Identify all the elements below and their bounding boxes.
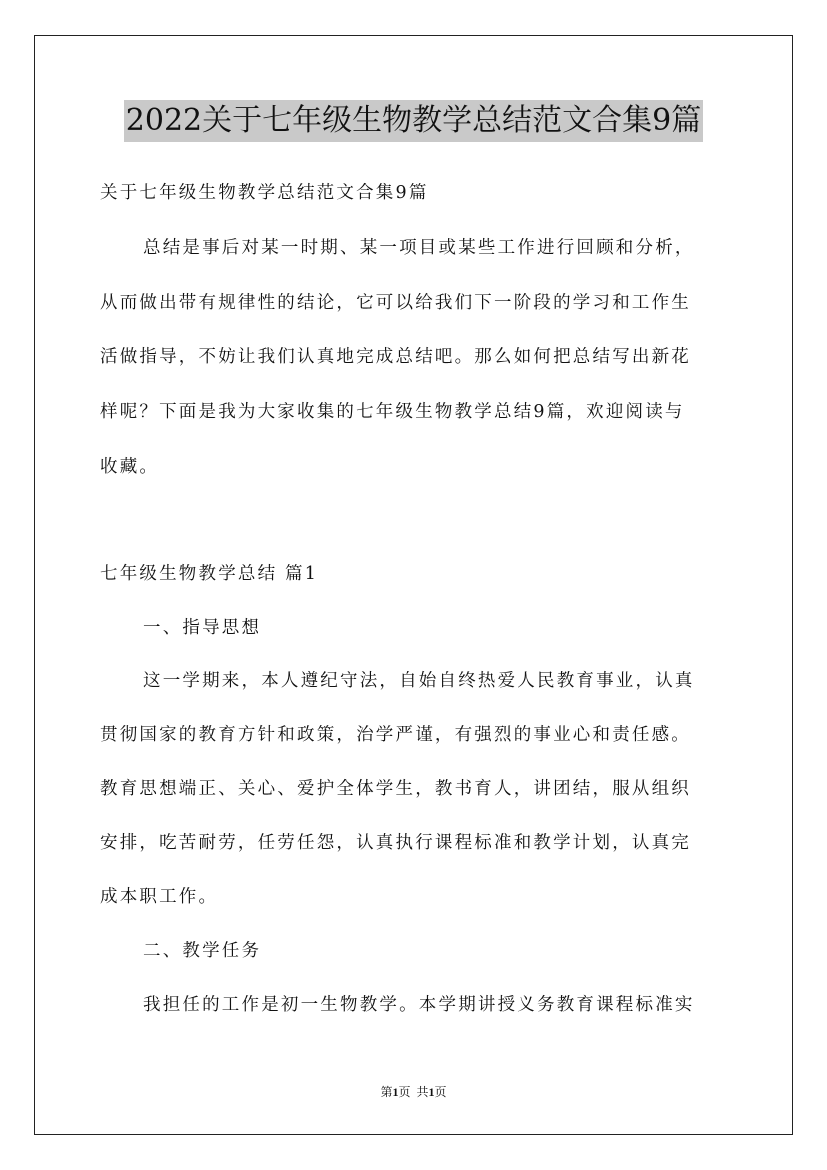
footer-total-prefix: 共 — [416, 1085, 429, 1099]
intro-line: 收藏。 — [100, 457, 160, 477]
section-title: 七年级生物教学总结 篇1 — [100, 564, 319, 584]
total-pages: 1 — [428, 1085, 435, 1099]
subtitle: 关于七年级生物教学总结范文合集9篇 — [100, 183, 429, 203]
section-heading: 二、教学任务 — [143, 941, 262, 961]
intro-line: 总结是事后对某一时期、某一项目或某些工作进行回顾和分析， — [143, 238, 695, 258]
page-number: 1 — [392, 1085, 399, 1099]
footer-page-suffix: 页 — [398, 1085, 411, 1099]
paragraph-line: 我担任的工作是初一生物教学。本学期讲授义务教育课程标准实 — [143, 995, 695, 1015]
paragraph-line: 成本职工作。 — [100, 887, 219, 907]
paragraph-line: 教育思想端正、关心、爱护全体学生，教书育人，讲团结，服从组织 — [100, 779, 691, 799]
footer-total-suffix: 页 — [434, 1085, 447, 1099]
paragraph-line: 安排，吃苦耐劳，任劳任怨，认真执行课程标准和教学计划，认真完 — [100, 833, 691, 853]
page-footer — [0, 1084, 827, 1100]
intro-line: 从而做出带有规律性的结论，它可以给我们下一阶段的学习和工作生 — [100, 293, 691, 313]
paragraph-line: 这一学期来，本人遵纪守法，自始自终热爱人民教育事业，认真 — [143, 671, 695, 691]
document-title: 2022关于七年级生物教学总结范文合集9篇 — [124, 100, 703, 142]
intro-line: 活做指导，不妨让我们认真地完成总结吧。那么如何把总结写出新花 — [100, 347, 691, 367]
footer-prefix: 第 — [380, 1085, 393, 1099]
intro-line: 样呢？下面是我为大家收集的七年级生物教学总结9篇，欢迎阅读与 — [100, 402, 685, 422]
paragraph-line: 贯彻国家的教育方针和政策，治学严谨，有强烈的事业心和责任感。 — [100, 725, 691, 745]
document-title-container — [0, 100, 827, 142]
section-heading: 一、指导思想 — [143, 618, 262, 638]
